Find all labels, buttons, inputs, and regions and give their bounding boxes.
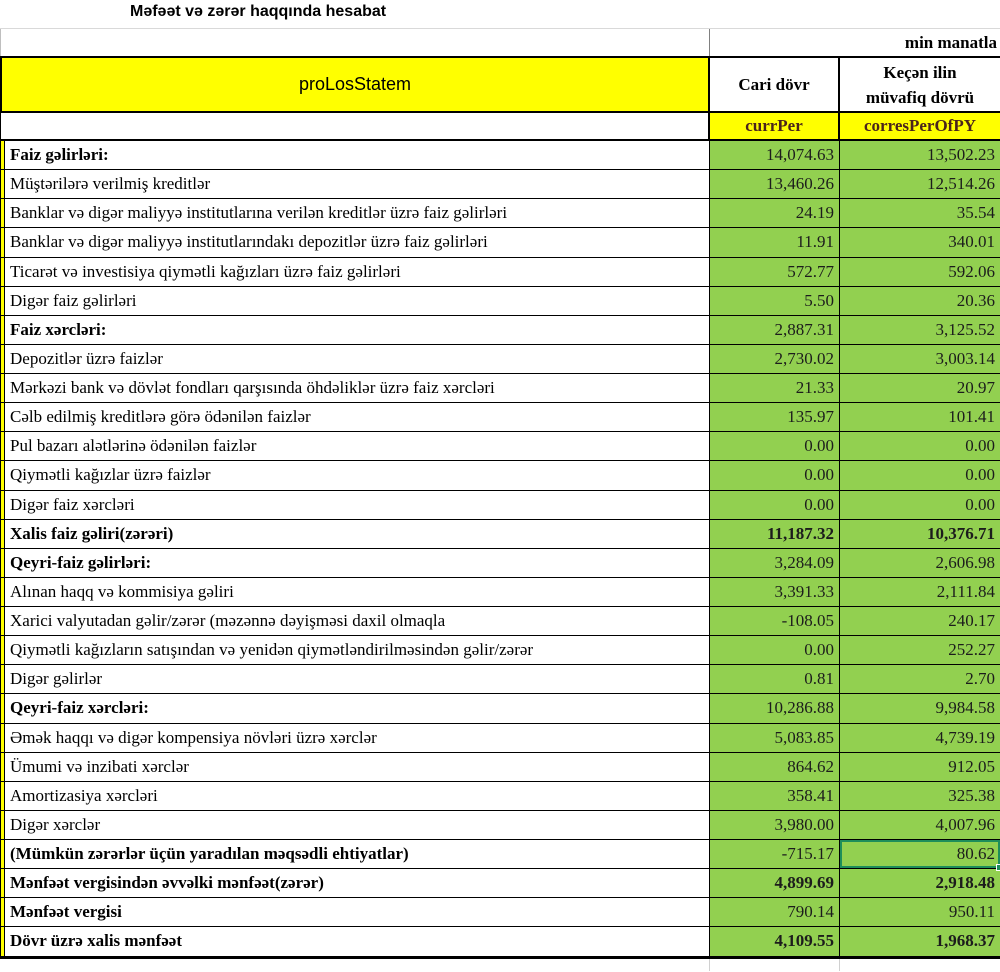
prior-period-value-cell[interactable]: 912.05	[840, 753, 1000, 782]
statement-name: proLosStatem	[298, 74, 412, 94]
current-period-label: Cari dövr	[738, 74, 810, 94]
current-period-value-cell[interactable]: 3,980.00	[710, 811, 840, 840]
prior-period-value-cell[interactable]: 1,968.37	[840, 927, 1000, 956]
current-period-value-cell[interactable]: 3,391.33	[710, 578, 840, 607]
row-label-cell[interactable]: Qiymətli kağızların satışından və yenidən qiymətləndirilməsindən gəlir/zərər	[5, 636, 710, 665]
current-period-value-cell[interactable]: 572.77	[710, 258, 840, 287]
prior-period-value-cell[interactable]: 3,125.52	[840, 316, 1000, 345]
prior-period-label-line1: Keçən ilin	[883, 62, 957, 82]
prior-period-value-cell[interactable]: 2.70	[840, 665, 1000, 694]
units-row-spacer-cell[interactable]	[0, 29, 710, 56]
partial-cell	[0, 959, 710, 971]
prior-period-value-cell[interactable]: 2,111.84	[840, 578, 1000, 607]
prior-period-value-cell[interactable]: 80.62	[840, 840, 1000, 869]
current-period-value-cell[interactable]: 135.97	[710, 403, 840, 432]
current-period-value-cell[interactable]: 0.00	[710, 636, 840, 665]
row-label-cell[interactable]: Depozitlər üzrə faizlər	[5, 345, 710, 374]
current-period-value-cell[interactable]: 14,074.63	[710, 141, 840, 170]
current-period-value-cell[interactable]: 2,887.31	[710, 316, 840, 345]
data-grid	[0, 141, 1000, 959]
selection-fill-handle[interactable]	[996, 864, 1000, 871]
prior-period-value-cell[interactable]: 4,007.96	[840, 811, 1000, 840]
row-label-cell[interactable]: Mərkəzi bank və dövlət fondları qarşısında öhdəliklər üzrə faiz xərcləri	[5, 374, 710, 403]
row-label-cell[interactable]: Xarici valyutadan gəlir/zərər (məzənnə dəyişməsi daxil olmaqla	[5, 607, 710, 636]
prior-period-value-cell[interactable]: 325.38	[840, 782, 1000, 811]
row-label-cell[interactable]: Qeyri-faiz xərcləri:	[5, 694, 710, 723]
prior-period-value-cell[interactable]: 252.27	[840, 636, 1000, 665]
row-label-cell[interactable]: Digər xərclər	[5, 811, 710, 840]
prior-period-value-cell[interactable]: 0.00	[840, 432, 1000, 461]
row-label-cell[interactable]: Banklar və digər maliyyə institutlarına verilən kreditlər üzrə faiz gəlirləri	[5, 199, 710, 228]
current-period-value-cell[interactable]: 4,109.55	[710, 927, 840, 956]
row-label-cell[interactable]: Mənfəət vergisi	[5, 898, 710, 927]
header-row	[0, 56, 1000, 113]
partial-cell	[840, 959, 1000, 971]
row-label-cell[interactable]: Qeyri-faiz gəlirləri:	[5, 549, 710, 578]
current-period-value-cell[interactable]: 0.81	[710, 665, 840, 694]
row-label-cell[interactable]: Digər gəlirlər	[5, 665, 710, 694]
prior-period-value-cell[interactable]: 240.17	[840, 607, 1000, 636]
current-period-value-cell[interactable]: 5,083.85	[710, 724, 840, 753]
row-label-cell[interactable]: Qiymətli kağızlar üzrə faizlər	[5, 461, 710, 490]
row-label-cell[interactable]: Əmək haqqı və digər kompensiya növləri üzrə xərclər	[5, 724, 710, 753]
current-period-value-cell[interactable]: 864.62	[710, 753, 840, 782]
pl-statement-table	[0, 28, 1000, 971]
row-label-cell[interactable]: Banklar və digər maliyyə institutlarındakı depozitlər üzrə faiz gəlirləri	[5, 228, 710, 257]
row-label-cell[interactable]: Ümumi və inzibati xərclər	[5, 753, 710, 782]
current-period-value-cell[interactable]: 10,286.88	[710, 694, 840, 723]
current-period-value-cell[interactable]: 21.33	[710, 374, 840, 403]
prior-period-value-cell[interactable]: 10,376.71	[840, 520, 1000, 549]
current-period-value-cell[interactable]: 2,730.02	[710, 345, 840, 374]
current-period-value-cell[interactable]: -108.05	[710, 607, 840, 636]
prior-period-header-cell[interactable]	[840, 58, 1000, 111]
current-period-value-cell[interactable]: 13,460.26	[710, 170, 840, 199]
prior-period-value-cell[interactable]: 340.01	[840, 228, 1000, 257]
row-label-cell[interactable]: Alınan haqq və kommisiya gəliri	[5, 578, 710, 607]
prior-period-value-cell[interactable]: 101.41	[840, 403, 1000, 432]
row-label-cell[interactable]: Dövr üzrə xalis mənfəət	[5, 927, 710, 956]
current-period-value-cell[interactable]: 0.00	[710, 491, 840, 520]
units-row	[0, 28, 1000, 56]
row-label-cell[interactable]: (Mümkün zərərlər üçün yaradılan məqsədli ehtiyatlar)	[5, 840, 710, 869]
row-label-cell[interactable]: Xalis faiz gəliri(zərəri)	[5, 520, 710, 549]
partial-cell	[710, 959, 840, 971]
prior-period-code-cell[interactable]	[840, 113, 1000, 139]
current-period-value-cell[interactable]: 0.00	[710, 461, 840, 490]
prior-period-value-cell[interactable]: 0.00	[840, 491, 1000, 520]
row-label-cell[interactable]: Faiz gəlirləri:	[5, 141, 710, 170]
current-period-value-cell[interactable]: 358.41	[710, 782, 840, 811]
prior-period-value-cell[interactable]: 2,606.98	[840, 549, 1000, 578]
current-period-value-cell[interactable]: 0.00	[710, 432, 840, 461]
units-note-cell[interactable]	[710, 29, 1000, 56]
current-period-value-cell[interactable]: 11,187.32	[710, 520, 840, 549]
current-period-value-cell[interactable]: 3,284.09	[710, 549, 840, 578]
partial-empty-row	[0, 959, 1000, 971]
prior-period-value-cell[interactable]: 950.11	[840, 898, 1000, 927]
prior-period-value-cell[interactable]: 3,003.14	[840, 345, 1000, 374]
prior-period-value-cell[interactable]: 20.36	[840, 287, 1000, 316]
current-period-value-cell[interactable]: 11.91	[710, 228, 840, 257]
current-period-value-cell[interactable]: 24.19	[710, 199, 840, 228]
prior-period-value-cell[interactable]: 4,739.19	[840, 724, 1000, 753]
code-row	[0, 113, 1000, 141]
prior-period-label-line2: müvafiq dövrü	[865, 87, 975, 107]
statement-name-cell[interactable]	[0, 58, 710, 111]
current-period-code: currPer	[745, 116, 803, 135]
prior-period-value-cell[interactable]: 35.54	[840, 199, 1000, 228]
row-label-cell[interactable]: Müştərilərə verilmiş kreditlər	[5, 170, 710, 199]
prior-period-value-cell[interactable]: 592.06	[840, 258, 1000, 287]
row-label-cell[interactable]: Amortizasiya xərcləri	[5, 782, 710, 811]
row-label-cell[interactable]: Digər faiz gəlirləri	[5, 287, 710, 316]
prior-period-value-cell[interactable]: 2,918.48	[840, 869, 1000, 898]
current-period-value-cell[interactable]: -715.17	[710, 840, 840, 869]
row-label-cell[interactable]: Cəlb edilmiş kreditlərə görə ödənilən faizlər	[5, 403, 710, 432]
row-label-cell[interactable]: Digər faiz xərcləri	[5, 491, 710, 520]
row-label-cell[interactable]: Mənfəət vergisindən əvvəlki mənfəət(zərər)	[5, 869, 710, 898]
units-note: min manatla	[904, 32, 997, 52]
prior-period-value-cell[interactable]: 13,502.23	[840, 141, 1000, 170]
current-period-value-cell[interactable]: 5.50	[710, 287, 840, 316]
current-period-header-cell[interactable]	[710, 58, 840, 111]
row-label-cell[interactable]: Ticarət və investisiya qiymətli kağızları üzrə faiz gəlirləri	[5, 258, 710, 287]
row-label-cell[interactable]: Faiz xərcləri:	[5, 316, 710, 345]
prior-period-value-cell[interactable]: 9,984.58	[840, 694, 1000, 723]
page-title: Məfəət və zərər haqqında hesabat	[130, 3, 387, 20]
current-period-code-cell[interactable]	[710, 113, 840, 139]
current-period-value-cell[interactable]: 790.14	[710, 898, 840, 927]
code-row-spacer-cell[interactable]	[0, 113, 710, 139]
prior-period-code: corresPerOfPY	[863, 116, 976, 135]
prior-period-value-cell[interactable]: 12,514.26	[840, 170, 1000, 199]
prior-period-value-cell[interactable]: 20.97	[840, 374, 1000, 403]
current-period-value-cell[interactable]: 4,899.69	[710, 869, 840, 898]
row-label-cell[interactable]: Pul bazarı alətlərinə ödənilən faizlər	[5, 432, 710, 461]
prior-period-value-cell[interactable]: 0.00	[840, 461, 1000, 490]
